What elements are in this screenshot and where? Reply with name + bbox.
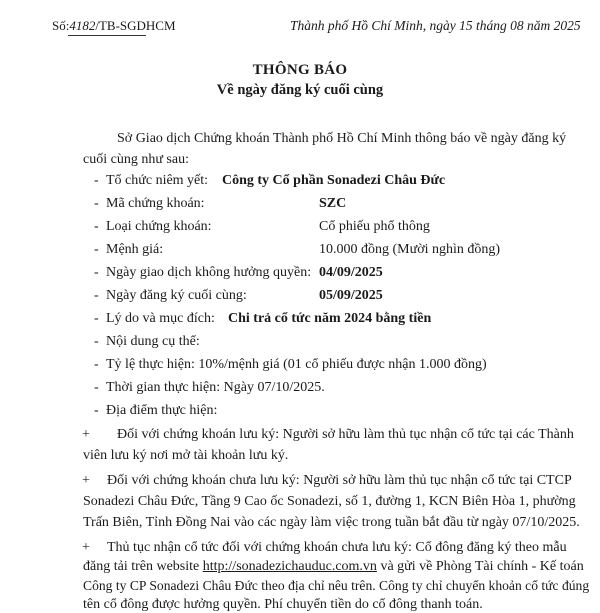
field-label: Mệnh giá: (106, 242, 164, 257)
bullet-1-line-2: viên lưu ký nơi mở tài khoản lưu ký. (83, 448, 289, 463)
list-dash: - (94, 242, 99, 257)
bullet-1-line-1: Đối với chứng khoán lưu ký: Người sở hữu làm thủ tục nhận cổ tức tại các Thành (117, 427, 574, 442)
list-dash: - (94, 288, 99, 303)
bullet-3-line-4: tên cổ đông được hưởng quyền. Phí chuyển tiền do cổ đông thanh toán. (83, 597, 483, 612)
list-dash: - (94, 380, 99, 395)
document-number (52, 18, 176, 34)
field-label: Loại chứng khoán: (106, 219, 212, 234)
field-value: Công ty Cổ phần Sonadezi Châu Đức (222, 173, 446, 188)
intro-line-2: cuối cùng như sau: (83, 152, 189, 167)
document-subtitle: Về ngày đăng ký cuối cùng (216, 82, 384, 98)
bullet-3-line-3: Công ty CP Sonadezi Châu Đức theo địa chỉ nêu trên. Công ty chỉ chuyển khoản cổ tức đúng (83, 578, 590, 593)
bullet-3-line-2 (83, 559, 584, 575)
list-dash: - (94, 219, 99, 234)
field-value: Cổ phiếu phổ thông (319, 219, 430, 234)
field-label: Tổ chức niêm yết: (106, 173, 209, 188)
list-dash: - (94, 311, 99, 326)
list-dash: - (94, 357, 99, 372)
bullet-2-line-3: Trấn Biên, Tỉnh Đồng Nai vào các ngày làm việc trong tuần bắt đầu từ ngày 07/10/2025. (83, 515, 580, 530)
field-value: Chi trả cổ tức năm 2024 bằng tiền (228, 311, 432, 326)
field-label: Ngày đăng ký cuối cùng: (106, 288, 247, 303)
bullet-marker: + (82, 473, 90, 488)
bullet-3-text: đăng tải trên website (83, 559, 203, 574)
list-dash: - (94, 403, 99, 418)
field-value: 05/09/2025 (319, 288, 383, 303)
document-number-suffix: /TB-SGDHCM (95, 18, 176, 33)
bullet-3-line-1: Thủ tục nhận cổ tức đối với chứng khoán chưa lưu ký: Cổ đông đăng ký theo mẫu (107, 540, 567, 555)
bullet-3-text: và gửi về Phòng Tài chính - Kế toán (376, 559, 584, 574)
document-number-handwritten: 4182 (69, 18, 96, 33)
bullet-marker: + (82, 427, 90, 442)
website-link[interactable]: http://sonadezichauduc.com.vn (202, 559, 377, 574)
header-divider (68, 35, 146, 36)
field-label: Ngày giao dịch không hưởng quyền: (106, 265, 312, 280)
intro-line-1: Sở Giao dịch Chứng khoán Thành phố Hồ Chí Minh thông báo về ngày đăng ký (117, 131, 567, 146)
field-value: 10.000 đồng (Mười nghìn đồng) (319, 242, 501, 257)
field-value: 04/09/2025 (319, 265, 383, 280)
bullet-2-line-1: Đối với chứng khoán chưa lưu ký: Người sở hữu làm thủ tục nhận cổ tức tại CTCP (107, 473, 572, 488)
field-label: Mã chứng khoán: (106, 196, 205, 211)
place-date: Thành phố Hồ Chí Minh, ngày 15 tháng 08 năm 2025 (290, 18, 581, 33)
bullet-marker: + (82, 540, 90, 555)
field-label: Lý do và mục đích: (106, 311, 215, 326)
list-dash: - (94, 334, 99, 349)
field-label: Thời gian thực hiện: Ngày 07/10/2025. (106, 380, 325, 395)
list-dash: - (94, 196, 99, 211)
field-label: Địa điểm thực hiện: (106, 403, 218, 418)
bullet-2-line-2: Sonadezi Châu Đức, Tầng 9 Cao ốc Sonadezi, số 1, đường 1, KCN Biên Hòa 1, phường (83, 494, 576, 509)
list-dash: - (94, 265, 99, 280)
field-label: Nội dung cụ thể: (106, 334, 200, 349)
list-dash: - (94, 173, 99, 188)
field-label: Tỷ lệ thực hiện: 10%/mệnh giá (01 cổ phiếu được nhận 1.000 đồng) (106, 357, 487, 372)
document-title: THÔNG BÁO (252, 62, 348, 78)
field-value: SZC (319, 196, 347, 211)
document-number-prefix: Số: (52, 18, 70, 33)
